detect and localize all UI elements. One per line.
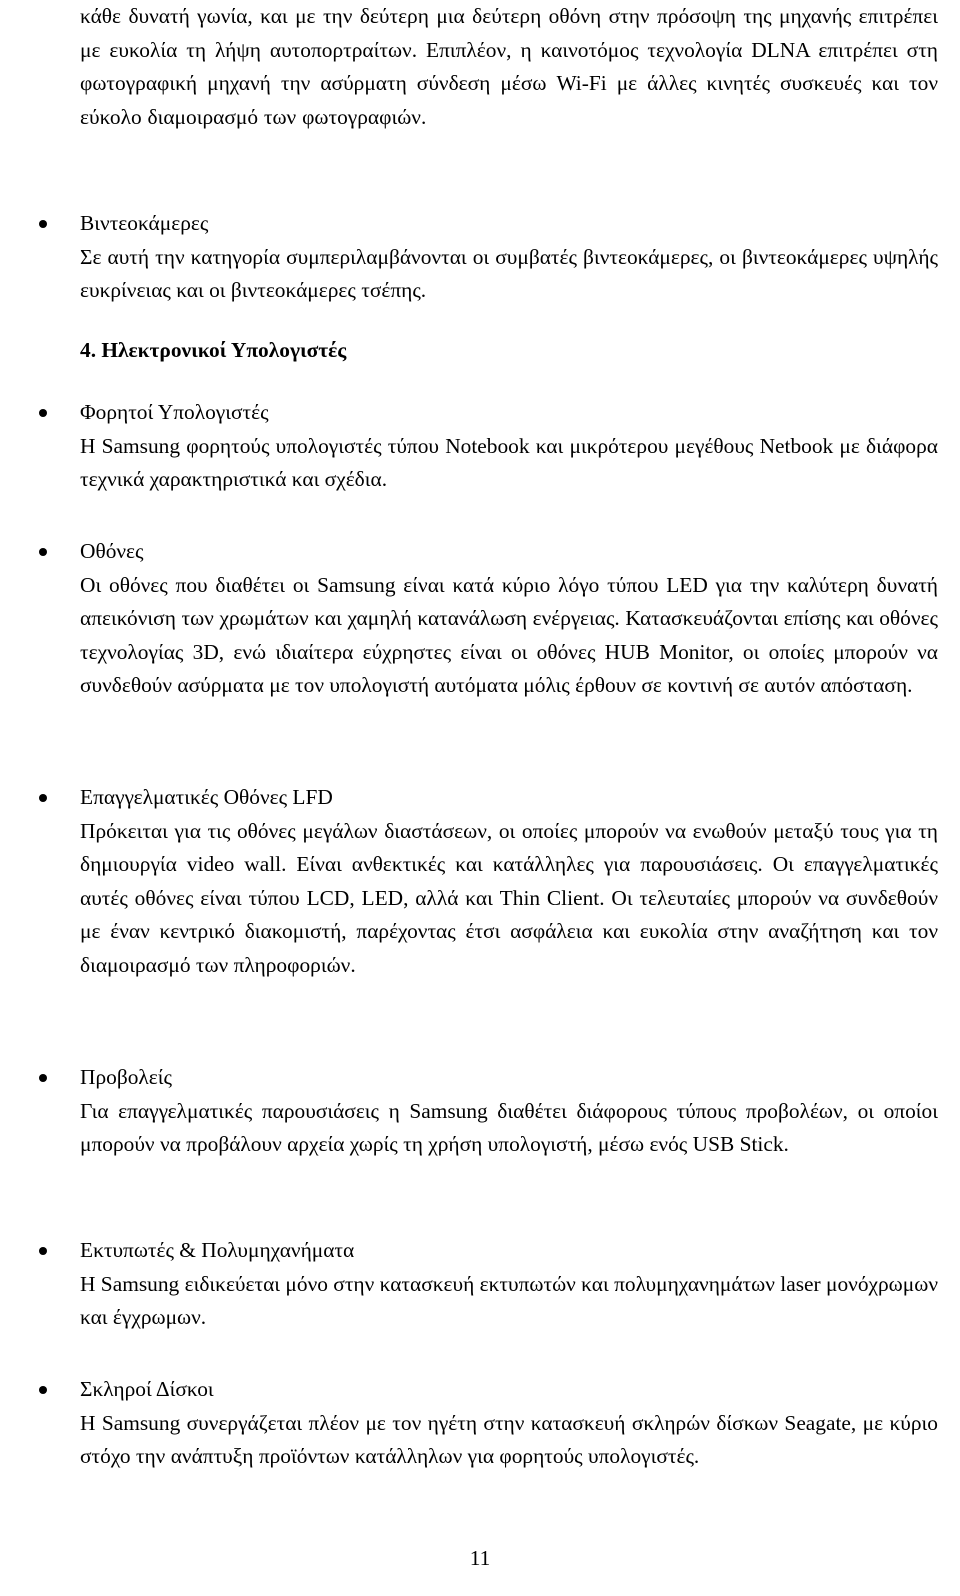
bullet-body: Η Samsung φορητούς υπολογιστές τύπου Notebook και μικρότερου μεγέθους Netbook με διάφορα τεχνικά χαρακτηριστικά και σχέδια.: [80, 433, 938, 491]
bullet-point-icon: [39, 220, 47, 228]
bullet-body: Η Samsung ειδικεύεται μόνο στην κατασκευή εκτυπωτών και πολυμηχανημάτων laser μονόχρωμων και έγχρωμων.: [80, 1271, 938, 1329]
bullet-point-icon: [39, 1386, 47, 1394]
bullet-title: Επαγγελματικές Οθόνες LFD: [80, 785, 333, 809]
bullet-title: Σκληροί Δίσκοι: [80, 1377, 214, 1401]
intro-paragraph: κάθε δυνατή γωνία, και με την δεύτερη μια δεύτερη οθόνη στην πρόσοψη της μηχανής επιτρέπει με ευκολία τη λήψη αυτοπορτραίτων. Επιπλέον, η καινοτόμος τεχνολογία DLNA επιτρέπει στη φωτογραφική μηχανή την ασύρματη σύνδεση μέσω Wi-Fi με άλλες κινητές συσκευές και τον εύκολο διαμοιρασμό των φωτογραφιών.: [80, 4, 938, 129]
bullet-point-icon: [39, 548, 47, 556]
bullet-title: Οθόνες: [80, 539, 144, 563]
bullet-point-icon: [39, 794, 47, 802]
bullet-body: Η Samsung συνεργάζεται πλέον με τον ηγέτη στην κατασκευή σκληρών δίσκων Seagate, με κύριο στόχο την ανάπτυξη προϊόντων κατάλληλων για φορητούς υπολογιστές.: [80, 1410, 938, 1468]
bullet-body: Σε αυτή την κατηγορία συμπεριλαμβάνονται οι συμβατές βιντεοκάμερες, οι βιντεοκάμερες υψηλής ευκρίνειας και οι βιντεοκάμερες τσέπης.: [80, 244, 938, 302]
bullet-title: Εκτυπωτές & Πολυμηχανήματα: [80, 1238, 355, 1262]
page-number: 11: [469, 1546, 491, 1570]
bullet-point-icon: [39, 1247, 47, 1255]
bullet-body: Πρόκειται για τις οθόνες μεγάλων διαστάσεων, οι οποίες μπορούν να ενωθούν μεταξύ τους για τη δημιουργία video wall. Είναι ανθεκτικές και κατάλληλες για παρουσιάσεις. Οι επαγγελματικές αυτές οθόνες είναι τύπου LCD, LED, αλλά και Thin Client. Οι τελευταίες μπορούν να συνδεθούν με έναν κεντρικό διακομιστή, παρέχοντας έτσι ασφάλεια και ευκολία στην αναζήτηση και τον διαμοιρασμό των πληροφοριών.: [80, 818, 938, 977]
bullet-title: Φορητοί Υπολογιστές: [80, 400, 269, 424]
bullet-title: Βιντεοκάμερες: [80, 211, 209, 235]
section-heading: 4. Ηλεκτρονικοί Υπολογιστές: [80, 338, 347, 362]
bullet-point-icon: [39, 1074, 47, 1082]
bullet-title: Προβολείς: [80, 1065, 172, 1089]
bullet-body: Οι οθόνες που διαθέτει οι Samsung είναι κατά κύριο λόγο τύπου LED για την καλύτερη δυνατή απεικόνιση των χρωμάτων και χαμηλή κατανάλωση ενέργειας. Κατασκευάζονται επίσης και οθόνες τεχνολογίας 3D, ενώ ιδιαίτερα εύχρηστες είναι οι οθόνες HUB Monitor, οι οποίες μπορούν να συνδεθούν ασύρματα με τον υπολογιστή αυτόματα μόλις έρθουν σε κοντινή σε αυτόν απόσταση.: [80, 572, 938, 697]
bullet-body: Για επαγγελματικές παρουσιάσεις η Samsung διαθέτει διάφορους τύπους προβολέων, οι οποίοι μπορούν να προβάλουν αρχεία χωρίς τη χρήση υπολογιστή, μέσω ενός USB Stick.: [80, 1098, 938, 1156]
bullet-point-icon: [39, 409, 47, 417]
